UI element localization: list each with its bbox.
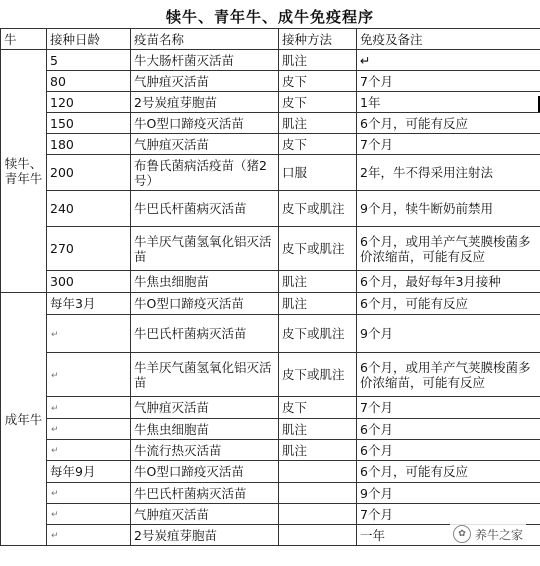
cell-method-text: 皮下或肌注 bbox=[282, 241, 345, 256]
page-title: 犊牛、青年牛、成牛免疫程序 bbox=[165, 8, 374, 26]
cell-method bbox=[279, 419, 357, 440]
table-row bbox=[1, 227, 540, 271]
cell-age bbox=[47, 461, 131, 483]
cell-age-text: 150 bbox=[50, 115, 74, 131]
cell-vaccine-text: 气肿疽灭活苗 bbox=[134, 506, 210, 522]
cell-note-text: 6个月，或用羊产气荚膜梭菌多价浓缩苗，可能有反应 bbox=[360, 359, 531, 390]
return-mark: ↵ bbox=[51, 329, 59, 340]
cell-method bbox=[279, 50, 357, 71]
cell-method bbox=[279, 155, 357, 191]
cell-vaccine bbox=[131, 525, 279, 546]
cell-age bbox=[47, 293, 131, 315]
cell-age-text: 300 bbox=[50, 274, 74, 289]
cell-note-text: 7个月 bbox=[360, 73, 393, 89]
cell-method-text: 肌注 bbox=[282, 442, 308, 458]
cell-note bbox=[357, 315, 540, 353]
cell-note-text: 7个月 bbox=[360, 400, 393, 415]
table-row bbox=[1, 397, 540, 419]
cell-method bbox=[279, 483, 357, 504]
cell-vaccine-text: 牛巴氏杆菌病灭活苗 bbox=[134, 485, 247, 501]
cell-age bbox=[47, 504, 131, 525]
cell-vaccine-text: 气肿疽灭活苗 bbox=[134, 136, 210, 152]
cell-method bbox=[279, 134, 357, 155]
cell-method bbox=[279, 397, 357, 419]
cell-note-text: 9个月 bbox=[360, 326, 393, 341]
cell-vaccine bbox=[131, 353, 279, 397]
cell-age bbox=[47, 134, 131, 155]
table-row bbox=[1, 293, 540, 315]
return-mark: ↵ bbox=[51, 370, 59, 381]
table-row bbox=[1, 461, 540, 483]
cell-method bbox=[279, 461, 357, 483]
cell-note bbox=[357, 92, 540, 113]
cell-vaccine bbox=[131, 461, 279, 483]
return-mark: ↵ bbox=[51, 489, 59, 499]
return-mark: ↵ bbox=[51, 425, 59, 435]
cell-note bbox=[357, 504, 540, 525]
return-mark: ↵ bbox=[51, 510, 59, 520]
cell-vaccine bbox=[131, 271, 279, 293]
cell-age bbox=[47, 113, 131, 134]
cell-age-text: 80 bbox=[50, 73, 66, 89]
cell-method-text: 肌注 bbox=[282, 115, 308, 131]
cell-note bbox=[357, 155, 540, 191]
cell-age bbox=[47, 419, 131, 440]
cell-note-text: 一年 bbox=[360, 527, 386, 543]
cell-method bbox=[279, 71, 357, 92]
watermark-text: 养牛之家 bbox=[474, 527, 523, 542]
cell-age bbox=[47, 315, 131, 353]
cell-note bbox=[357, 134, 540, 155]
cell-note bbox=[357, 353, 540, 397]
cell-age-text: 200 bbox=[50, 165, 74, 180]
cell-vaccine-text: 牛巴氏杆菌病灭活苗 bbox=[134, 326, 247, 341]
watermark bbox=[450, 524, 526, 544]
cell-method-text: 肌注 bbox=[282, 52, 308, 68]
cell-note-text: ↵ bbox=[360, 52, 371, 68]
cell-note bbox=[357, 293, 540, 315]
table-row bbox=[1, 419, 540, 440]
header-vaccine: 疫苗名称 bbox=[131, 29, 279, 50]
table-row bbox=[1, 92, 540, 113]
cell-method-text: 肌注 bbox=[282, 296, 308, 311]
cell-method bbox=[279, 293, 357, 315]
cell-vaccine-text: 牛焦虫细胞苗 bbox=[134, 274, 210, 289]
cell-method-text: 皮下或肌注 bbox=[282, 326, 345, 341]
return-mark: ↵ bbox=[51, 403, 59, 414]
header-age: 接种日龄 bbox=[47, 29, 131, 50]
cell-vaccine-text: 气肿疽灭活苗 bbox=[134, 400, 210, 415]
cell-vaccine-text: 牛O型口蹄疫灭活苗 bbox=[134, 115, 244, 131]
table-header-row bbox=[1, 29, 540, 50]
cell-note bbox=[357, 227, 540, 271]
cell-method-text: 皮下或肌注 bbox=[282, 367, 345, 382]
vaccination-table bbox=[0, 28, 540, 546]
cell-vaccine-text: 牛羊厌气菌氢氧化铝灭活苗 bbox=[134, 233, 272, 264]
cell-age bbox=[47, 191, 131, 227]
header-method: 接种方法 bbox=[279, 29, 357, 50]
cell-method-text: 皮下 bbox=[282, 136, 308, 152]
return-mark: ↵ bbox=[51, 446, 59, 456]
cell-vaccine-text: 牛流行热灭活苗 bbox=[134, 442, 222, 458]
cell-vaccine bbox=[131, 483, 279, 504]
cell-note-text: 6个月，或用羊产气荚膜梭菌多价浓缩苗，可能有反应 bbox=[360, 233, 531, 264]
cell-method-text: 皮下 bbox=[282, 94, 308, 110]
table-row bbox=[1, 50, 540, 71]
cell-age bbox=[47, 155, 131, 191]
cell-age-text: 270 bbox=[50, 241, 74, 256]
cell-method bbox=[279, 191, 357, 227]
cell-vaccine-text: 2号炭疽芽胞苗 bbox=[134, 527, 217, 543]
cell-vaccine bbox=[131, 155, 279, 191]
table-row bbox=[1, 271, 540, 293]
cell-age bbox=[47, 227, 131, 271]
cell-method bbox=[279, 227, 357, 271]
cell-vaccine-text: 牛O型口蹄疫灭活苗 bbox=[134, 296, 244, 311]
cell-age bbox=[47, 50, 131, 71]
cell-method-text: 皮下 bbox=[282, 400, 308, 415]
table-row bbox=[1, 191, 540, 227]
cell-note bbox=[357, 483, 540, 504]
cell-age-text: 240 bbox=[50, 201, 74, 216]
cell-note-text: 2年，牛不得采用注射法 bbox=[360, 165, 493, 180]
cell-vaccine-text: 牛O型口蹄疫灭活苗 bbox=[134, 464, 244, 479]
table-row bbox=[1, 155, 540, 191]
cell-age bbox=[47, 271, 131, 293]
cell-note-text: 1年 bbox=[360, 94, 381, 110]
cell-method bbox=[279, 525, 357, 546]
cell-age bbox=[47, 353, 131, 397]
cell-note-text: 6个月，可能有反应 bbox=[360, 115, 468, 131]
cell-vaccine-text: 2号炭疽芽胞苗 bbox=[134, 94, 217, 110]
table-row bbox=[1, 134, 540, 155]
cell-method-text: 皮下或肌注 bbox=[282, 201, 345, 216]
cell-method-text: 皮下 bbox=[282, 73, 308, 89]
cell-method bbox=[279, 353, 357, 397]
table-body bbox=[1, 50, 540, 546]
table-row bbox=[1, 483, 540, 504]
cell-vaccine bbox=[131, 293, 279, 315]
table-row bbox=[1, 113, 540, 134]
cell-vaccine-text: 牛羊厌气菌氢氧化铝灭活苗 bbox=[134, 359, 272, 390]
cell-age bbox=[47, 71, 131, 92]
table-row bbox=[1, 504, 540, 525]
watermark-logo-icon: ✿ bbox=[453, 525, 471, 543]
cell-note-text: 7个月 bbox=[360, 136, 393, 152]
cell-vaccine-text: 牛大肠杆菌灭活苗 bbox=[134, 52, 235, 68]
cell-age bbox=[47, 440, 131, 461]
table-row bbox=[1, 353, 540, 397]
cell-method bbox=[279, 271, 357, 293]
cell-vaccine bbox=[131, 50, 279, 71]
cell-note-text: 6个月，最好每年3月接种 bbox=[360, 274, 501, 289]
cell-vaccine bbox=[131, 397, 279, 419]
cell-vaccine bbox=[131, 113, 279, 134]
cell-vaccine bbox=[131, 71, 279, 92]
table-row bbox=[1, 315, 540, 353]
cell-note bbox=[357, 419, 540, 440]
cell-method-text: 肌注 bbox=[282, 274, 308, 289]
cell-vaccine bbox=[131, 191, 279, 227]
cell-note-text: 7个月 bbox=[360, 506, 393, 522]
table-row bbox=[1, 71, 540, 92]
cell-vaccine-text: 牛巴氏杆菌病灭活苗 bbox=[134, 201, 247, 216]
cell-vaccine bbox=[131, 504, 279, 525]
cell-method bbox=[279, 113, 357, 134]
cell-vaccine bbox=[131, 440, 279, 461]
cell-method bbox=[279, 92, 357, 113]
cell-age bbox=[47, 525, 131, 546]
cell-age-text: 5 bbox=[50, 52, 58, 68]
cell-age-text: 每年9月 bbox=[50, 464, 96, 479]
cell-note bbox=[357, 461, 540, 483]
cell-age-text: 120 bbox=[50, 94, 74, 110]
cell-vaccine-text: 气肿疽灭活苗 bbox=[134, 73, 210, 89]
cell-age-text: 每年3月 bbox=[50, 296, 96, 311]
cell-method bbox=[279, 504, 357, 525]
cell-method-text: 肌注 bbox=[282, 421, 308, 437]
cell-vaccine-text: 牛焦虫细胞苗 bbox=[134, 421, 210, 437]
cell-note bbox=[357, 71, 540, 92]
cell-age bbox=[47, 397, 131, 419]
header-note: 免疫及备注 bbox=[357, 29, 540, 50]
group-label: 成年牛 bbox=[1, 293, 47, 546]
cell-note-text: 6个月 bbox=[360, 421, 393, 437]
cell-note-text: 6个月，可能有反应 bbox=[360, 464, 468, 479]
cell-note-text: 6个月 bbox=[360, 442, 393, 458]
cell-method-text: 口服 bbox=[282, 165, 308, 180]
cell-note-text: 6个月，可能有反应 bbox=[360, 296, 468, 311]
cell-note bbox=[357, 271, 540, 293]
cell-age bbox=[47, 92, 131, 113]
cell-vaccine-text: 布鲁氏菌病活疫苗（猪2号） bbox=[134, 157, 267, 188]
cell-note bbox=[357, 50, 540, 71]
table-row bbox=[1, 440, 540, 461]
cell-vaccine bbox=[131, 315, 279, 353]
group-label: 犊牛、青年牛 bbox=[1, 50, 47, 293]
cell-note-text: 9个月，犊牛断奶前禁用 bbox=[360, 201, 493, 216]
cell-method bbox=[279, 440, 357, 461]
return-mark: ↵ bbox=[51, 531, 59, 541]
cell-vaccine bbox=[131, 419, 279, 440]
header-group: 牛 bbox=[1, 29, 47, 50]
cell-vaccine bbox=[131, 92, 279, 113]
cell-note bbox=[357, 191, 540, 227]
cell-note bbox=[357, 113, 540, 134]
cell-note-text: 9个月 bbox=[360, 485, 393, 501]
cell-vaccine bbox=[131, 227, 279, 271]
cell-note bbox=[357, 397, 540, 419]
cell-age-text: 180 bbox=[50, 136, 74, 152]
cell-note bbox=[357, 440, 540, 461]
cell-age bbox=[47, 483, 131, 504]
cell-method bbox=[279, 315, 357, 353]
cell-vaccine bbox=[131, 134, 279, 155]
